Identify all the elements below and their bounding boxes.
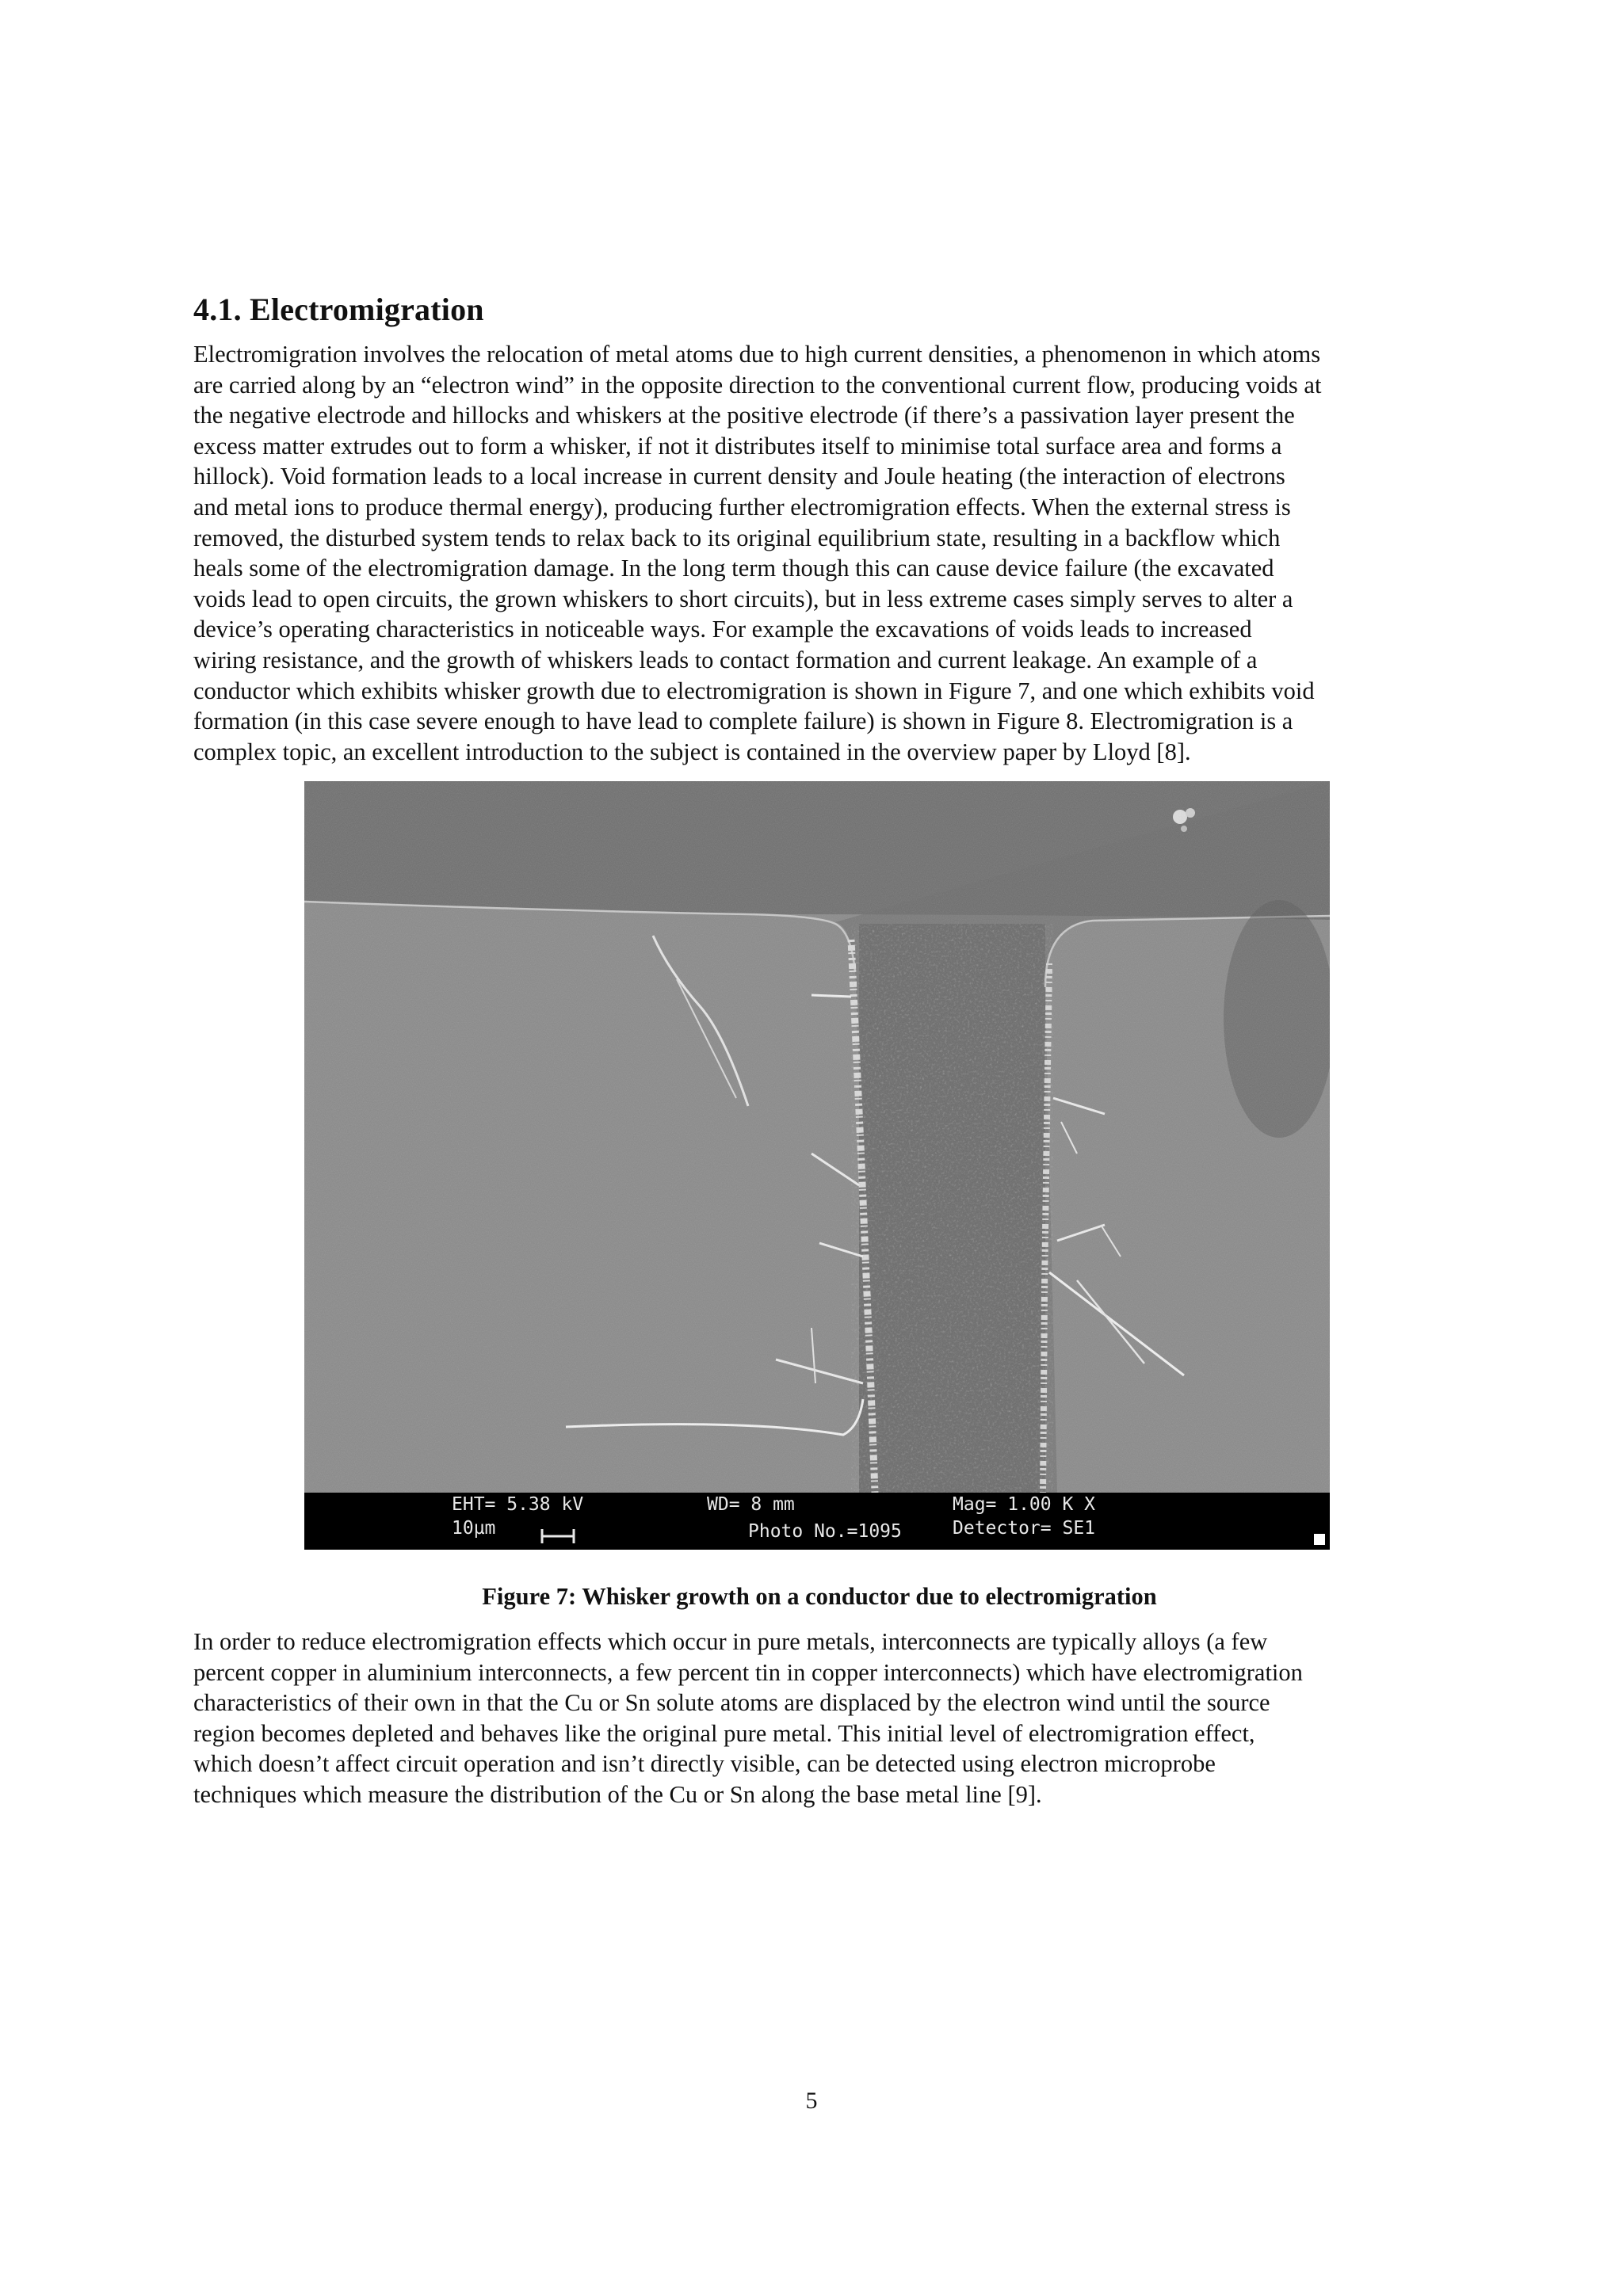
paragraph-line: the negative electrode and hillocks and whiskers at the positive electrode (if there’s a passivation layer present the (193, 402, 1295, 429)
sem-micrograph (304, 781, 1330, 1493)
paragraph-line: wiring resistance, and the growth of whiskers leads to contact formation and current leakage. An example of a (193, 646, 1258, 673)
paragraph-line: are carried along by an “electron wind” in the opposite direction to the conventional current flow, producing voids at (193, 371, 1322, 399)
eht-readout: EHT= 5.38 kV (452, 1494, 584, 1515)
paragraph-line: Electromigration involves the relocation of metal atoms due to high current densities, a phenomenon in which atoms (193, 341, 1321, 368)
paragraph-line: excess matter extrudes out to form a whisker, if not it distributes itself to minimise total surface area and forms a (193, 432, 1282, 460)
paragraph-line: heals some of the electromigration damage. In the long term though this can cause device failure (the excavated (193, 555, 1274, 582)
section-heading: 4.1. Electromigration (193, 292, 484, 327)
body-paragraph-1 (193, 339, 1445, 767)
scale-readout: 10µm (452, 1518, 496, 1539)
paragraph-line: techniques which measure the distribution of the Cu or Sn along the base metal line [9]. (193, 1780, 1042, 1808)
sem-figure (304, 781, 1330, 1550)
paragraph-line: hillock). Void formation leads to a local increase in current density and Joule heating (the interaction of electrons (193, 463, 1285, 490)
wd-readout: WD= 8 mm (707, 1494, 795, 1515)
paragraph-line: formation (in this case severe enough to have lead to complete failure) is shown in Figure 8. Electromigration is a (193, 707, 1293, 735)
photo-number-readout: Photo No.=1095 (748, 1521, 902, 1542)
figure-caption: Figure 7: Whisker growth on a conductor due to electromigration (482, 1583, 1157, 1610)
paragraph-line: In order to reduce electromigration effects which occur in pure metals, interconnects are typically alloys (a few (193, 1628, 1268, 1655)
paragraph-line: characteristics of their own in that the Cu or Sn solute atoms are displaced by the electron wind until the source (193, 1689, 1270, 1717)
paragraph-line: percent copper in aluminium interconnects, a few percent tin in copper interconnects) which have electromigration (193, 1658, 1303, 1686)
paragraph-line: removed, the disturbed system tends to relax back to its original equilibrium state, resulting in a backflow which (193, 524, 1281, 551)
paragraph-line: conductor which exhibits whisker growth due to electromigration is shown in Figure 7, and one which exhibits void (193, 677, 1315, 704)
paragraph-line: voids lead to open circuits, the grown whiskers to short circuits), but in less extreme cases simply serves to alter a (193, 585, 1293, 612)
sem-info-bar (304, 1493, 1330, 1550)
detector-readout: Detector= SE1 (953, 1518, 1096, 1539)
paragraph-line: complex topic, an excellent introduction to the subject is contained in the overview paper by Lloyd [8]. (193, 738, 1191, 765)
paragraph-line: and metal ions to produce thermal energy), producing further electromigration effects. When the external stress is (193, 493, 1291, 521)
scale-bar-icon (540, 1526, 575, 1547)
paragraph-line: which doesn’t affect circuit operation and isn’t directly visible, can be detected using electron microprobe (193, 1750, 1216, 1778)
paragraph-line: device’s operating characteristics in noticeable ways. For example the excavations of voids leads to increased (193, 616, 1252, 643)
page-number: 5 (805, 2088, 818, 2114)
body-paragraph-2 (193, 1627, 1445, 1810)
magnification-readout: Mag= 1.00 K X (953, 1494, 1096, 1515)
corner-marker (1314, 1534, 1325, 1545)
paragraph-line: region becomes depleted and behaves like the original pure metal. This initial level of electromigration effect, (193, 1719, 1255, 1747)
